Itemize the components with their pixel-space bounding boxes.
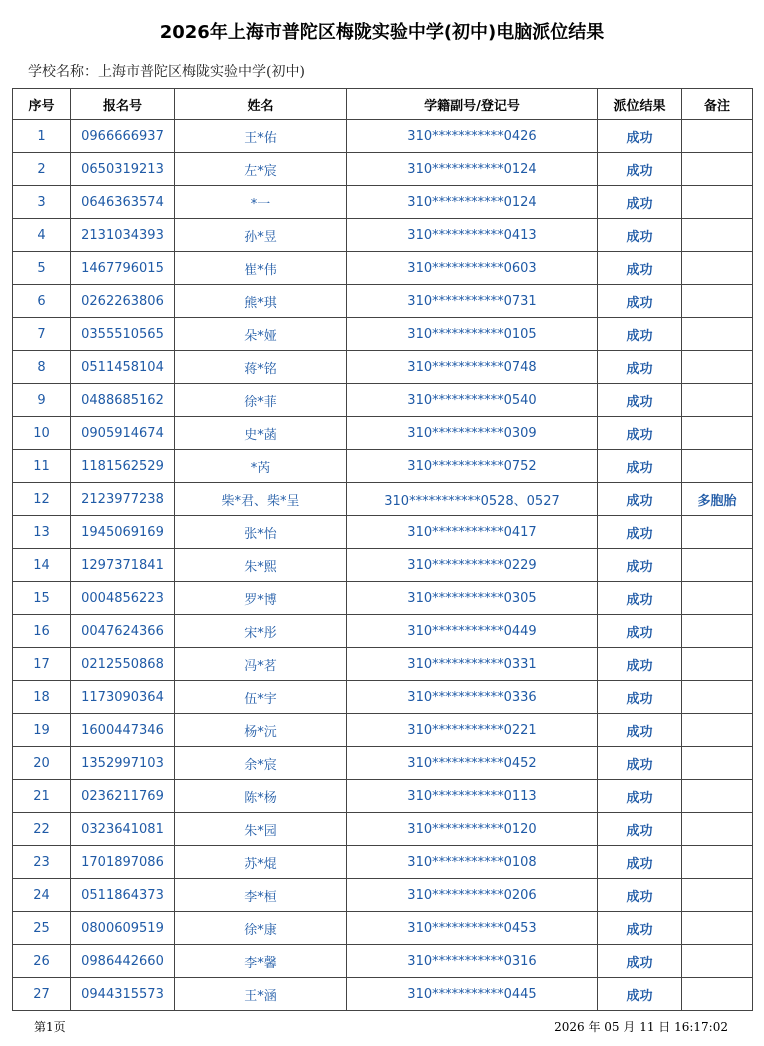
cell-no: 23 — [13, 846, 71, 879]
cell-result: 成功 — [598, 747, 682, 780]
cell-note — [682, 252, 753, 285]
cell-reg: 0986442660 — [71, 945, 175, 978]
page-title: 2026年上海市普陀区梅陇实验中学(初中)电脑派位结果 — [159, 22, 605, 43]
table-row — [13, 549, 753, 582]
table-row — [13, 879, 753, 912]
table-row — [13, 417, 753, 450]
cell-result: 成功 — [598, 351, 682, 384]
cell-reg: 1467796015 — [71, 252, 175, 285]
cell-no: 4 — [13, 219, 71, 252]
cell-no: 17 — [13, 648, 71, 681]
page-number: 第1页 — [34, 1020, 66, 1034]
cell-note: 多胞胎 — [682, 483, 753, 516]
cell-name: 左*宸 — [175, 153, 347, 186]
cell-note — [682, 384, 753, 417]
cell-student-id: 310***********0229 — [347, 549, 598, 582]
cell-result: 成功 — [598, 120, 682, 153]
table-row — [13, 516, 753, 549]
cell-name: 熊*琪 — [175, 285, 347, 318]
cell-result: 成功 — [598, 714, 682, 747]
cell-result: 成功 — [598, 615, 682, 648]
table-row — [13, 978, 753, 1011]
cell-name: 冯*茗 — [175, 648, 347, 681]
cell-no: 24 — [13, 879, 71, 912]
cell-student-id: 310***********0309 — [347, 417, 598, 450]
cell-no: 19 — [13, 714, 71, 747]
cell-no: 5 — [13, 252, 71, 285]
cell-reg: 0355510565 — [71, 318, 175, 351]
table-row — [13, 648, 753, 681]
cell-student-id: 310***********0748 — [347, 351, 598, 384]
col-header-name: 姓名 — [175, 89, 347, 120]
cell-student-id: 310***********0752 — [347, 450, 598, 483]
cell-no: 16 — [13, 615, 71, 648]
cell-name: 李*馨 — [175, 945, 347, 978]
cell-reg: 0511458104 — [71, 351, 175, 384]
table-row — [13, 714, 753, 747]
cell-result: 成功 — [598, 582, 682, 615]
cell-note — [682, 351, 753, 384]
school-name-line: 学校名称：上海市普陀区梅陇实验中学(初中) — [28, 64, 305, 80]
cell-note — [682, 120, 753, 153]
table-row — [13, 747, 753, 780]
cell-student-id: 310***********0540 — [347, 384, 598, 417]
cell-result: 成功 — [598, 417, 682, 450]
cell-result: 成功 — [598, 318, 682, 351]
table-row — [13, 945, 753, 978]
cell-reg: 0944315573 — [71, 978, 175, 1011]
table-row — [13, 384, 753, 417]
cell-result: 成功 — [598, 879, 682, 912]
cell-student-id: 310***********0413 — [347, 219, 598, 252]
cell-result: 成功 — [598, 912, 682, 945]
table-row — [13, 483, 753, 516]
cell-result: 成功 — [598, 252, 682, 285]
cell-name: 王*涵 — [175, 978, 347, 1011]
cell-note — [682, 648, 753, 681]
cell-name: 陈*杨 — [175, 780, 347, 813]
cell-no: 9 — [13, 384, 71, 417]
cell-no: 27 — [13, 978, 71, 1011]
cell-note — [682, 516, 753, 549]
cell-student-id: 310***********0445 — [347, 978, 598, 1011]
cell-reg: 0646363574 — [71, 186, 175, 219]
table-header-row — [13, 89, 753, 120]
cell-no: 26 — [13, 945, 71, 978]
table-row — [13, 450, 753, 483]
cell-student-id: 310***********0316 — [347, 945, 598, 978]
table-row — [13, 318, 753, 351]
cell-note — [682, 285, 753, 318]
cell-result: 成功 — [598, 846, 682, 879]
cell-student-id: 310***********0603 — [347, 252, 598, 285]
cell-reg: 0966666937 — [71, 120, 175, 153]
print-timestamp: 2026 年 05 月 11 日 16:17:02 — [554, 1020, 728, 1034]
cell-note — [682, 813, 753, 846]
cell-student-id: 310***********0221 — [347, 714, 598, 747]
cell-result: 成功 — [598, 945, 682, 978]
cell-note — [682, 747, 753, 780]
cell-reg: 2131034393 — [71, 219, 175, 252]
cell-reg: 0650319213 — [71, 153, 175, 186]
cell-reg: 1173090364 — [71, 681, 175, 714]
table-row — [13, 615, 753, 648]
cell-name: 朵*娅 — [175, 318, 347, 351]
cell-reg: 0488685162 — [71, 384, 175, 417]
cell-student-id: 310***********0105 — [347, 318, 598, 351]
cell-reg: 1181562529 — [71, 450, 175, 483]
cell-no: 10 — [13, 417, 71, 450]
cell-no: 2 — [13, 153, 71, 186]
cell-reg: 0212550868 — [71, 648, 175, 681]
cell-no: 11 — [13, 450, 71, 483]
cell-student-id: 310***********0331 — [347, 648, 598, 681]
cell-name: *芮 — [175, 450, 347, 483]
cell-name: 苏*焜 — [175, 846, 347, 879]
cell-name: 罗*博 — [175, 582, 347, 615]
cell-note — [682, 450, 753, 483]
cell-no: 18 — [13, 681, 71, 714]
cell-reg: 0800609519 — [71, 912, 175, 945]
cell-student-id: 310***********0528、0527 — [347, 483, 598, 516]
cell-student-id: 310***********0453 — [347, 912, 598, 945]
table-row — [13, 681, 753, 714]
cell-no: 6 — [13, 285, 71, 318]
table-row — [13, 186, 753, 219]
cell-no: 3 — [13, 186, 71, 219]
cell-note — [682, 714, 753, 747]
cell-note — [682, 582, 753, 615]
table-row — [13, 846, 753, 879]
cell-reg: 1600447346 — [71, 714, 175, 747]
cell-reg: 1945069169 — [71, 516, 175, 549]
cell-note — [682, 780, 753, 813]
cell-name: 崔*伟 — [175, 252, 347, 285]
cell-no: 8 — [13, 351, 71, 384]
col-header-reg: 报名号 — [71, 89, 175, 120]
cell-result: 成功 — [598, 813, 682, 846]
col-header-result: 派位结果 — [598, 89, 682, 120]
cell-reg: 0047624366 — [71, 615, 175, 648]
cell-student-id: 310***********0124 — [347, 186, 598, 219]
cell-student-id: 310***********0731 — [347, 285, 598, 318]
table-row — [13, 219, 753, 252]
cell-reg: 0262263806 — [71, 285, 175, 318]
cell-reg: 0236211769 — [71, 780, 175, 813]
col-header-student-id: 学籍副号/登记号 — [347, 89, 598, 120]
table-row — [13, 120, 753, 153]
cell-student-id: 310***********0120 — [347, 813, 598, 846]
cell-student-id: 310***********0124 — [347, 153, 598, 186]
cell-no: 7 — [13, 318, 71, 351]
cell-student-id: 310***********0113 — [347, 780, 598, 813]
cell-student-id: 310***********0452 — [347, 747, 598, 780]
cell-student-id: 310***********0336 — [347, 681, 598, 714]
cell-name: 余*宸 — [175, 747, 347, 780]
cell-no: 15 — [13, 582, 71, 615]
cell-result: 成功 — [598, 153, 682, 186]
cell-result: 成功 — [598, 483, 682, 516]
cell-reg: 1297371841 — [71, 549, 175, 582]
cell-reg: 2123977238 — [71, 483, 175, 516]
col-header-note: 备注 — [682, 89, 753, 120]
cell-note — [682, 978, 753, 1011]
cell-student-id: 310***********0108 — [347, 846, 598, 879]
cell-result: 成功 — [598, 186, 682, 219]
table-row — [13, 252, 753, 285]
cell-result: 成功 — [598, 516, 682, 549]
cell-note — [682, 912, 753, 945]
cell-name: 张*怡 — [175, 516, 347, 549]
cell-note — [682, 945, 753, 978]
cell-student-id: 310***********0426 — [347, 120, 598, 153]
cell-reg: 1352997103 — [71, 747, 175, 780]
cell-note — [682, 186, 753, 219]
cell-name: 孙*昱 — [175, 219, 347, 252]
cell-reg: 0511864373 — [71, 879, 175, 912]
cell-no: 25 — [13, 912, 71, 945]
cell-note — [682, 153, 753, 186]
cell-note — [682, 549, 753, 582]
cell-name: 宋*彤 — [175, 615, 347, 648]
results-table — [12, 88, 753, 1011]
cell-note — [682, 681, 753, 714]
cell-note — [682, 615, 753, 648]
cell-student-id: 310***********0206 — [347, 879, 598, 912]
cell-note — [682, 219, 753, 252]
cell-no: 1 — [13, 120, 71, 153]
cell-name: *一 — [175, 186, 347, 219]
cell-reg: 0905914674 — [71, 417, 175, 450]
cell-result: 成功 — [598, 780, 682, 813]
cell-reg: 0323641081 — [71, 813, 175, 846]
cell-no: 13 — [13, 516, 71, 549]
cell-no: 21 — [13, 780, 71, 813]
cell-name: 柴*君、柴*呈 — [175, 483, 347, 516]
cell-student-id: 310***********0417 — [347, 516, 598, 549]
cell-result: 成功 — [598, 285, 682, 318]
table-row — [13, 285, 753, 318]
cell-name: 徐*菲 — [175, 384, 347, 417]
table-row — [13, 582, 753, 615]
cell-result: 成功 — [598, 219, 682, 252]
cell-name: 杨*沅 — [175, 714, 347, 747]
cell-no: 14 — [13, 549, 71, 582]
cell-note — [682, 846, 753, 879]
cell-name: 徐*康 — [175, 912, 347, 945]
cell-reg: 1701897086 — [71, 846, 175, 879]
cell-name: 朱*熙 — [175, 549, 347, 582]
cell-student-id: 310***********0305 — [347, 582, 598, 615]
cell-result: 成功 — [598, 681, 682, 714]
table-row — [13, 351, 753, 384]
cell-name: 王*佑 — [175, 120, 347, 153]
cell-name: 伍*宇 — [175, 681, 347, 714]
cell-no: 22 — [13, 813, 71, 846]
col-header-no: 序号 — [13, 89, 71, 120]
cell-result: 成功 — [598, 978, 682, 1011]
table-row — [13, 813, 753, 846]
table-row — [13, 153, 753, 186]
cell-result: 成功 — [598, 384, 682, 417]
cell-note — [682, 318, 753, 351]
cell-name: 朱*园 — [175, 813, 347, 846]
cell-student-id: 310***********0449 — [347, 615, 598, 648]
cell-no: 12 — [13, 483, 71, 516]
cell-no: 20 — [13, 747, 71, 780]
cell-reg: 0004856223 — [71, 582, 175, 615]
cell-result: 成功 — [598, 450, 682, 483]
cell-note — [682, 417, 753, 450]
cell-result: 成功 — [598, 648, 682, 681]
cell-result: 成功 — [598, 549, 682, 582]
cell-name: 李*桓 — [175, 879, 347, 912]
table-row — [13, 780, 753, 813]
cell-name: 史*菡 — [175, 417, 347, 450]
table-row — [13, 912, 753, 945]
cell-name: 蒋*铭 — [175, 351, 347, 384]
cell-note — [682, 879, 753, 912]
